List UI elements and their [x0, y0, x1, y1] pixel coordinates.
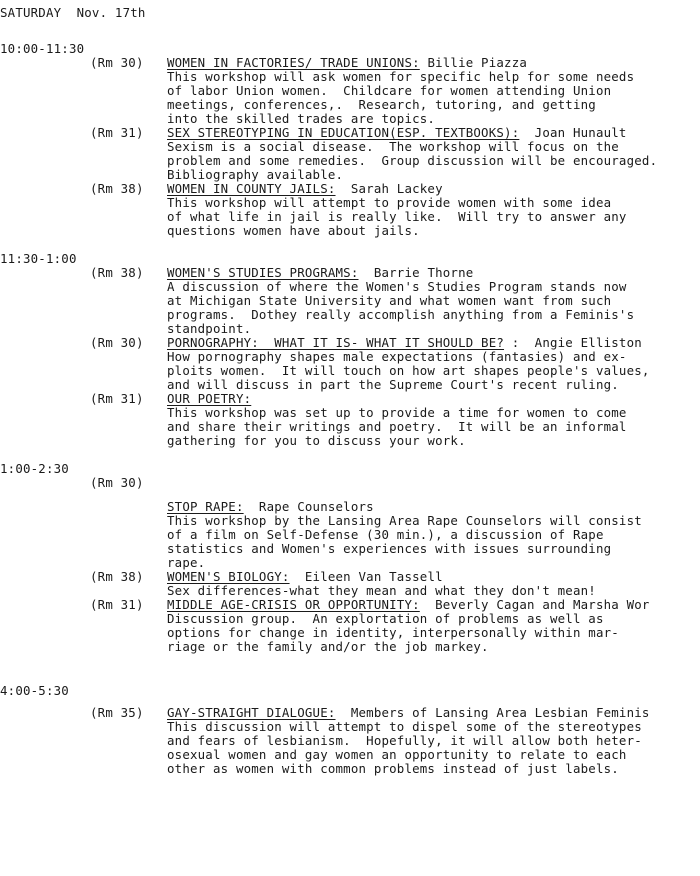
workshop-description — [167, 720, 700, 776]
desc-line: riage or the family and/or the job markey. — [167, 639, 489, 654]
workshop-speaker: Eileen Van Tassell — [289, 569, 443, 584]
workshop-title: WOMEN'S STUDIES PROGRAMS: — [167, 265, 359, 280]
workshop-title: PORNOGRAPHY: WHAT IT IS- WHAT IT SHOULD BE? — [167, 335, 505, 350]
workshop-title: SEX STEREOTYPING IN EDUCATION(ESP. TEXTBOOKS): — [167, 125, 520, 140]
desc-line: of a film on Self-Defense (30 min.), a discussion of Rape — [167, 527, 604, 542]
desc-line: gathering for you to discuss your work. — [167, 433, 466, 448]
workshop-title: MIDDLE AGE-CRISIS OR OPPORTUNITY: — [167, 597, 420, 612]
desc-line: meetings, conferences,. Research, tutoring, and getting — [167, 97, 596, 112]
workshop-description — [167, 280, 700, 336]
room-label: (Rm 31) — [90, 391, 144, 406]
room-label: (Rm 38) — [90, 569, 144, 584]
date-label: Nov. 17th — [76, 5, 146, 20]
room-label: (Rm 38) — [90, 265, 144, 280]
workshop-title: STOP RAPE: — [167, 499, 244, 514]
desc-line: Bibliography available. — [167, 167, 344, 182]
workshop-description — [167, 514, 700, 570]
time-range: 10:00-11:30 — [0, 41, 85, 56]
workshop-title: OUR POETRY: — [167, 391, 252, 406]
desc-line: standpoint. — [167, 321, 252, 336]
workshop-speaker: Barrie Thorne — [358, 265, 474, 280]
workshop-description — [167, 140, 700, 182]
workshop-speaker: Rape Counselors — [243, 499, 374, 514]
workshop-speaker: : Angie Elliston — [504, 335, 642, 350]
workshop-title: WOMEN IN FACTORIES/ TRADE UNIONS: — [167, 55, 420, 70]
workshop-description — [167, 350, 700, 392]
time-range: 1:00-2:30 — [0, 461, 69, 476]
workshop-speaker: Billie Piazza — [419, 55, 528, 70]
workshop-title: GAY-STRAIGHT DIALOGUE: — [167, 705, 336, 720]
desc-line: and fears of lesbianism. Hopefully, it will allow both heter- — [167, 733, 642, 748]
desc-line: Sex differences-what they mean and what they don't mean! — [167, 583, 596, 598]
room-label: (Rm 38) — [90, 181, 144, 196]
room-label: (Rm 31) — [90, 125, 144, 140]
room-label: (Rm 35) — [90, 705, 144, 720]
desc-line: and share their writings and poetry. It will be an informal — [167, 419, 627, 434]
desc-line: This workshop was set up to provide a time for women to come — [167, 405, 627, 420]
desc-line: This workshop will attempt to provide women with some idea — [167, 195, 612, 210]
desc-line: This workshop by the Lansing Area Rape Counselors will consist — [167, 513, 642, 528]
room-label: (Rm 31) — [90, 597, 144, 612]
time-range: 11:30-1:00 — [0, 251, 77, 266]
workshop-speaker: Joan Hunault — [519, 125, 627, 140]
workshop-title: WOMEN IN COUNTY JAILS: — [167, 181, 336, 196]
desc-line: How pornography shapes male expectations (fantasies) and ex- — [167, 349, 627, 364]
desc-line: rape. — [167, 555, 206, 570]
day-label: SATURDAY — [0, 5, 62, 20]
workshop-description — [167, 70, 700, 126]
workshop-description — [167, 584, 700, 598]
desc-line: A discussion of where the Women's Studies Program stands now — [167, 279, 627, 294]
desc-line: programs. Dothey really accomplish anything from a Feminis's — [167, 307, 635, 322]
desc-line: problem and some remedies. Group discussion will be encouraged. — [167, 153, 658, 168]
room-label: (Rm 30) — [90, 335, 144, 350]
workshop-speaker: Sarah Lackey — [335, 181, 443, 196]
workshop-description — [167, 612, 700, 654]
desc-line: Discussion group. An explortation of problems as well as — [167, 611, 604, 626]
desc-line: of labor Union women. Childcare for women attending Union — [167, 83, 612, 98]
workshop-description — [167, 406, 700, 448]
desc-line: This discussion will attempt to dispel some of the stereotypes — [167, 719, 642, 734]
desc-line: This workshop will ask women for specific help for some needs — [167, 69, 635, 84]
desc-line: questions women have about jails. — [167, 223, 420, 238]
time-range: 4:00-5:30 — [0, 683, 69, 698]
desc-line: and will discuss in part the Supreme Court's recent ruling. — [167, 377, 619, 392]
desc-line: statistics and Women's experiences with issues surrounding — [167, 541, 612, 556]
desc-line: into the skilled trades are topics. — [167, 111, 436, 126]
workshop-title: WOMEN'S BIOLOGY: — [167, 569, 290, 584]
desc-line: of what life in jail is really like. Will try to answer any — [167, 209, 627, 224]
room-label: (Rm 30) — [90, 55, 144, 70]
workshop-speaker: Beverly Cagan and Marsha Wor — [419, 597, 650, 612]
desc-line: at Michigan State University and what women want from such — [167, 293, 612, 308]
desc-line: options for change in identity, interpersonally within mar- — [167, 625, 619, 640]
desc-line: Sexism is a social disease. The workshop will focus on the — [167, 139, 619, 154]
workshop-description — [167, 196, 700, 238]
room-label: (Rm 30) — [90, 475, 144, 490]
workshop-speaker: Members of Lansing Area Lesbian Feminis — [335, 705, 650, 720]
desc-line: other as women with common problems instead of just labels. — [167, 761, 619, 776]
desc-line: osexual women and gay women an opportunity to relate to each — [167, 747, 627, 762]
desc-line: ploits women. It will touch on how art shapes people's values, — [167, 363, 650, 378]
schedule-header — [0, 6, 146, 20]
